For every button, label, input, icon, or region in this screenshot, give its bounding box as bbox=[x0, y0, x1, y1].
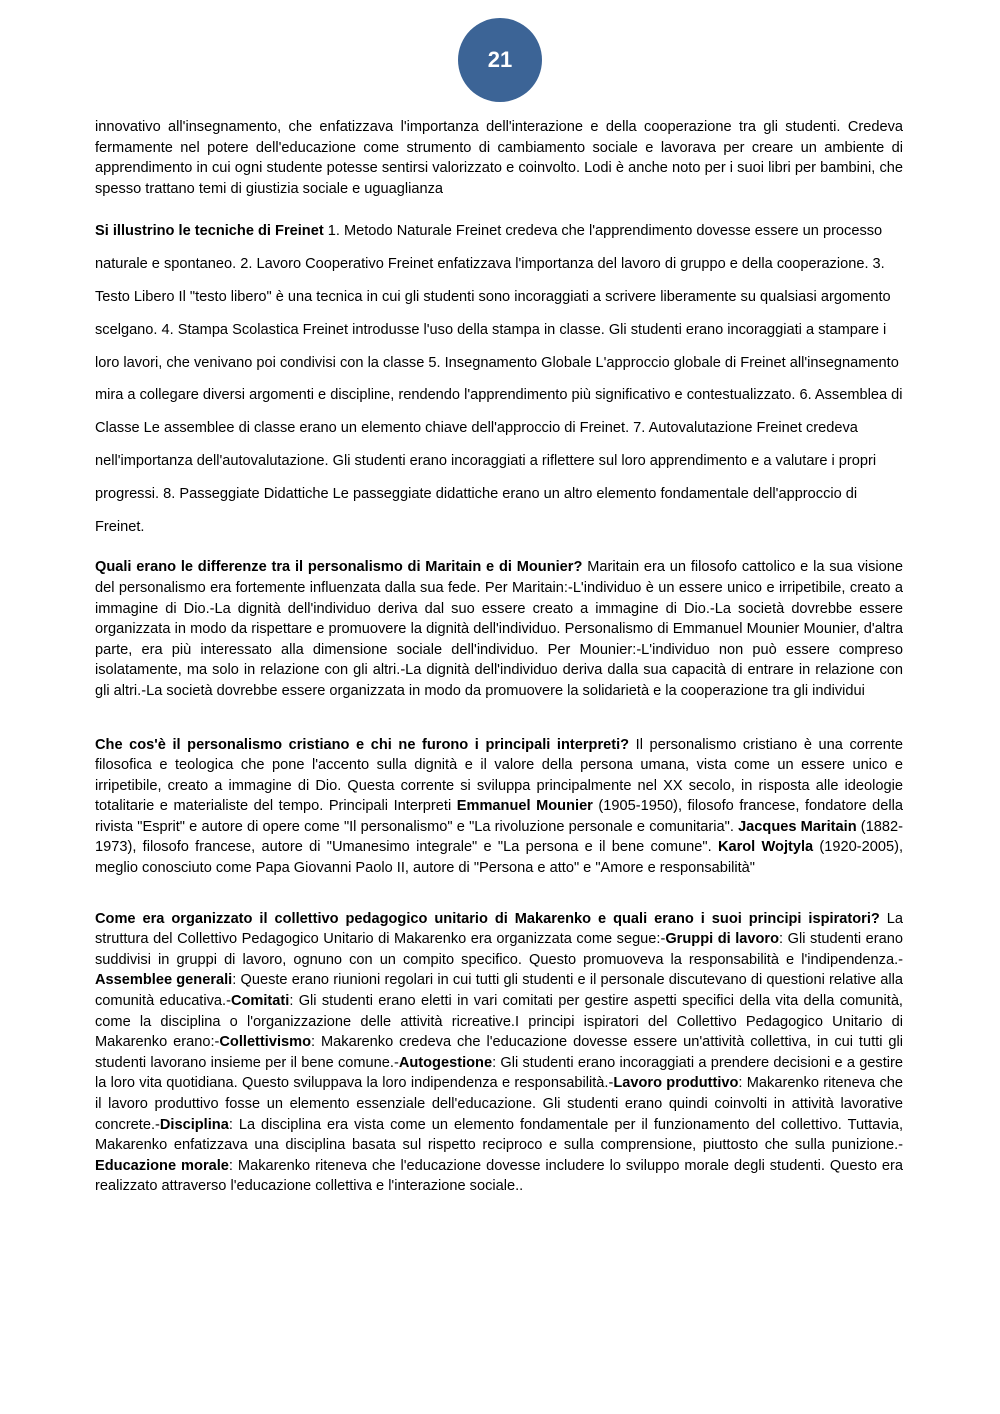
key-term: Lavoro produttivo bbox=[613, 1075, 739, 1092]
paragraph-christian-personalism bbox=[95, 735, 903, 879]
paragraph-lodi: innovativo all'insegnamento, che enfatizzava l'importanza dell'interazione e della cooperazione tra gli studenti. Credeva fermamente nel potere dell'educazione come strumento di cambiamento sociale e lavorava per creare un ambiente di apprendimento in cui ogni studente potesse sentirsi valorizzato e coinvolto. Lodi è anche noto per i suoi libri per bambini, che spesso trattano temi di giustizia sociale e uguaglianza bbox=[95, 119, 903, 197]
paragraph-text: La struttura del Collettivo Pedagogico Unitario di Makarenko era organizzata come segue:- bbox=[95, 910, 903, 948]
paragraph-text: 1. Metodo Naturale Freinet credeva che l'apprendimento dovesse essere un processo naturale e spontaneo. 2. Lavoro Cooperativo Freinet enfatizzava l'importanza del lavoro di gruppo e della cooperazione. 3. Testo Libero Il "testo libero" è una tecnica in cui gli studenti sono incoraggiati a scrivere liberamente su qualsiasi argomento scelgano. 4. Stampa Scolastica Freinet introdusse l'uso della stampa in classe. Gli studenti erano incoraggiati a stampare i loro lavori, che venivano poi condivisi con la classe 5. Insegnamento Globale L'approccio globale di Freinet all'insegnamento mira a collegare diversi argomenti e discipline, rendendo l'apprendimento più significativo e contestualizzato. 6. Assemblea di Classe Le assemblee di classe erano un elemento chiave dell'approccio di Freinet. 7. Autovalutazione Freinet credeva nell'importanza dell'autovalutazione. Gli studenti erano incoraggiati a riflettere sul loro apprendimento e a valutare i propri progressi. 8. Passeggiate Didattiche Le passeggiate didattiche erano un altro elemento fondamentale dell'approccio di Freinet. bbox=[95, 223, 903, 535]
key-term: Collettivismo bbox=[219, 1034, 312, 1051]
question-heading: Quali erano le differenze tra il personalismo di Maritain e di Mounier? bbox=[95, 559, 583, 576]
paragraph-freinet-techniques bbox=[95, 215, 903, 543]
key-term: Disciplina bbox=[159, 1116, 229, 1133]
question-heading: Che cos'è il personalismo cristiano e chi ne furono i principali interpreti? bbox=[95, 736, 630, 753]
interpreter-name: Karol Wojtyla bbox=[717, 839, 814, 856]
paragraph-text: (1905-1950), filosofo francese, fondatore della rivista "Esprit" e autore di opere come "Il personalismo" e "La rivoluzione personale e comunitaria". bbox=[95, 798, 903, 835]
paragraph-text: : La disciplina era vista come un elemento fondamentale per il funzionamento del collettivo. Tuttavia, Makarenko enfatizzava una disciplina basata sul rispetto reciproco e sulla comprensione, piuttosto che sulla punizione.- bbox=[95, 1116, 903, 1154]
interpreter-name: Jacques Maritain bbox=[738, 818, 857, 835]
paragraph-text: Maritain era un filosofo cattolico e la sua visione del personalismo era fortemente influenzata dalla sua fede. Per Maritain:-L'individuo è un essere unico e irripetibile, creato a immagine di Dio.-La dignità dell'individuo deriva dal suo essere creato a immagine di Dio.-La società dovrebbe essere organizzata in modo da rispettare e promuovere la dignità dell'individuo. Personalismo di Emmanuel Mounier Mounier, d'altra parte, era più interessato alla dimensione sociale dell'individuo. Per Mounier:-L'individuo non può essere compreso isolatamente, ma solo in relazione con gli altri.-La dignità dell'individuo deriva dalla sua capacità di entrare in relazione con gli altri.-La società dovrebbe essere organizzata in modo da promuovere la solidarietà e la cooperazione tra gli individui bbox=[95, 559, 903, 699]
paragraph-text: Il personalismo cristiano è una corrente filosofica e teologica che pone l'accento sulla dignità e il valore della persona umana, vista come un essere unico e irripetibile, creato a immagine di Dio. Questa corrente si sviluppa principalmente nel XX secolo, in risposta alle ideologie totalitarie e materialiste del tempo. Principali Interpreti bbox=[95, 736, 904, 815]
key-term: Assemblee generali bbox=[95, 972, 233, 989]
page-number-badge: 21 bbox=[458, 18, 542, 102]
paragraph-text: : Gli studenti erano incoraggiati a prendere decisioni e a gestire la loro vita quotidiana. Questo sviluppava la loro indipendenza e responsabilità.- bbox=[95, 1054, 903, 1092]
paragraph-text: : Makarenko riteneva che il lavoro produttivo fosse un elemento essenziale dell'educazione. Gli studenti erano quindi coinvolti in attività lavorative concrete.- bbox=[95, 1075, 903, 1133]
paragraph-text: (1882-1973), filosofo francese, autore di "Umanesimo integrale" e "La persona e il bene comune". bbox=[95, 818, 903, 856]
question-heading: Si illustrino le tecniche di Freinet bbox=[95, 223, 324, 240]
paragraph-text: : Makarenko credeva che l'educazione dovesse essere un'attività collettiva, in cui tutti gli studenti lavorano insieme per il bene comune.- bbox=[95, 1034, 903, 1071]
question-heading: Come era organizzato il collettivo pedagogico unitario di Makarenko e quali erano i suoi principi ispiratori? bbox=[95, 910, 880, 927]
key-term: Educazione morale bbox=[95, 1157, 229, 1174]
document-body bbox=[95, 117, 903, 1197]
paragraph-text: : Gli studenti erano eletti in vari comitati per gestire aspetti specifici della vita della comunità, come la disciplina o l'organizzazione delle attività ricreative.I principi ispiratori del Collettivo Pedagogico Unitario di Makarenko erano:- bbox=[95, 993, 903, 1051]
interpreter-name: Emmanuel Mounier bbox=[456, 798, 593, 815]
paragraph-text: : Gli studenti erano suddivisi in gruppi di lavoro, ognuno con un compito specifico. Questo promuoveva la responsabilità e l'indipendenza.- bbox=[95, 931, 904, 968]
key-term: Gruppi di lavoro bbox=[665, 931, 780, 948]
key-term: Autogestione bbox=[398, 1054, 493, 1071]
paragraph-text: : Queste erano riunioni regolari in cui tutti gli studenti e il personale discutevano di questioni relative alla comunità educativa.- bbox=[95, 972, 903, 1010]
key-term: Comitati bbox=[230, 993, 290, 1010]
paragraph-makarenko bbox=[95, 909, 903, 1197]
paragraph-text: : Makarenko riteneva che l'educazione dovesse includere lo sviluppo morale degli studenti. Questo era realizzato attraverso l'educazione collettiva e l'interazione sociale.. bbox=[95, 1157, 903, 1195]
paragraph-text: (1920-2005), meglio conosciuto come Papa Giovanni Paolo II, autore di "Persona e atto" e "Amore e responsabilità" bbox=[95, 839, 903, 877]
paragraph-maritain-mounier bbox=[95, 557, 903, 701]
